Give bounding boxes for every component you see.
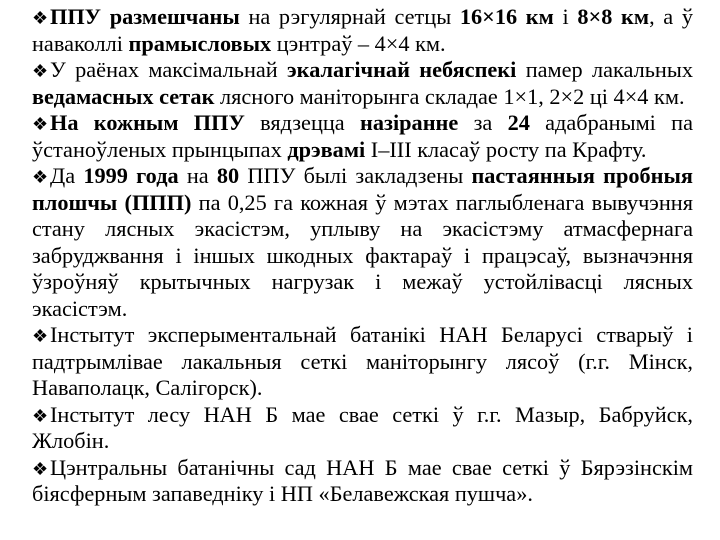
text-run: памер лакальных — [516, 57, 693, 82]
text-run: , а ў наваколлі — [32, 4, 693, 56]
diamond-bullet-icon: ❖ — [32, 405, 49, 426]
bold-text-run: пастаянныя пробныя плошчы (ППП) — [32, 163, 693, 215]
diamond-bullet-icon: ❖ — [32, 458, 49, 479]
diamond-bullet-icon: ❖ — [32, 326, 49, 346]
bold-text-run: назіранне — [360, 110, 459, 135]
text-run: Інстытут лесу НАН Б мае свае сеткі ў г.г. Мазыр, Бабруйск, Жлобін. — [32, 401, 693, 453]
bold-text-run: ведамасных сетак — [32, 83, 215, 109]
text-run: Да — [50, 163, 84, 188]
text-run: Інстытут эксперыментальнай батанікі НАН Беларусі стварыў і падтрымлівае лакальныя сеткі маніторынгу лясоў (г.г. Мінск, Наваполацк, Салігорск). — [32, 322, 693, 400]
diamond-bullet-icon: ❖ — [32, 8, 49, 28]
text-run: Цэнтральны батанічны сад НАН Б мае свае сеткі ў Бярэзінскім біясферным запаведніку і НП «Белавежская пушча». — [32, 454, 693, 506]
text-run: адабранымі па ўстаноўленых прынцыпах — [32, 110, 693, 162]
bullet-list — [32, 4, 693, 508]
text-run: на рэгулярнай сетцы — [239, 4, 460, 29]
text-run: лясного маніторынга складае 1×1, 2×2 ці 4×4 км. — [214, 83, 685, 109]
bullet-paragraph — [32, 4, 693, 57]
bullet-paragraph — [32, 322, 693, 402]
bold-text-run: ППУ размешчаны — [50, 4, 240, 29]
bullet-paragraph — [32, 110, 693, 163]
text-run: У раёнах максімальнай — [50, 57, 288, 82]
text-run: і — [553, 4, 578, 29]
bold-text-run: 8×8 км — [577, 4, 650, 29]
text-run: ППУ былі закладзены — [239, 163, 472, 188]
bullet-paragraph — [32, 57, 693, 110]
bold-text-run: экалагічнай небяспекі — [287, 57, 517, 82]
diamond-bullet-icon: ❖ — [32, 167, 49, 187]
text-run: па 0,25 га кожная ў мэтах паглыбленага вывучэння стану лясных экасістэм, уплыву на экасістэму атмасфернага забруджвання і іншых шкодных фактараў і працэсаў, вызначэння ўзроўняў крытычных нагрузак і межаў устойлівасці лясных экасістэм. — [32, 189, 693, 321]
bullet-paragraph — [32, 163, 693, 322]
bold-text-run: 24 — [507, 110, 530, 135]
text-run: на — [178, 163, 217, 188]
bold-text-run: 80 — [216, 163, 240, 188]
bold-text-run: 16×16 км — [459, 4, 554, 29]
diamond-bullet-icon: ❖ — [32, 114, 49, 134]
bold-text-run: 1999 года — [83, 163, 179, 188]
bullet-paragraph — [32, 455, 693, 508]
bold-text-run: прамысловых — [128, 30, 272, 56]
text-run: цэнтраў – 4×4 км. — [271, 30, 446, 56]
diamond-bullet-icon: ❖ — [32, 61, 49, 81]
text-run: I–III класаў росту па Крафту. — [365, 136, 647, 162]
text-run: за — [458, 110, 508, 135]
bold-text-run: На кожным ППУ — [50, 110, 245, 135]
text-run: вядзецца — [244, 110, 360, 135]
bullet-paragraph — [32, 402, 693, 455]
bold-text-run: дрэвамі — [287, 136, 366, 162]
